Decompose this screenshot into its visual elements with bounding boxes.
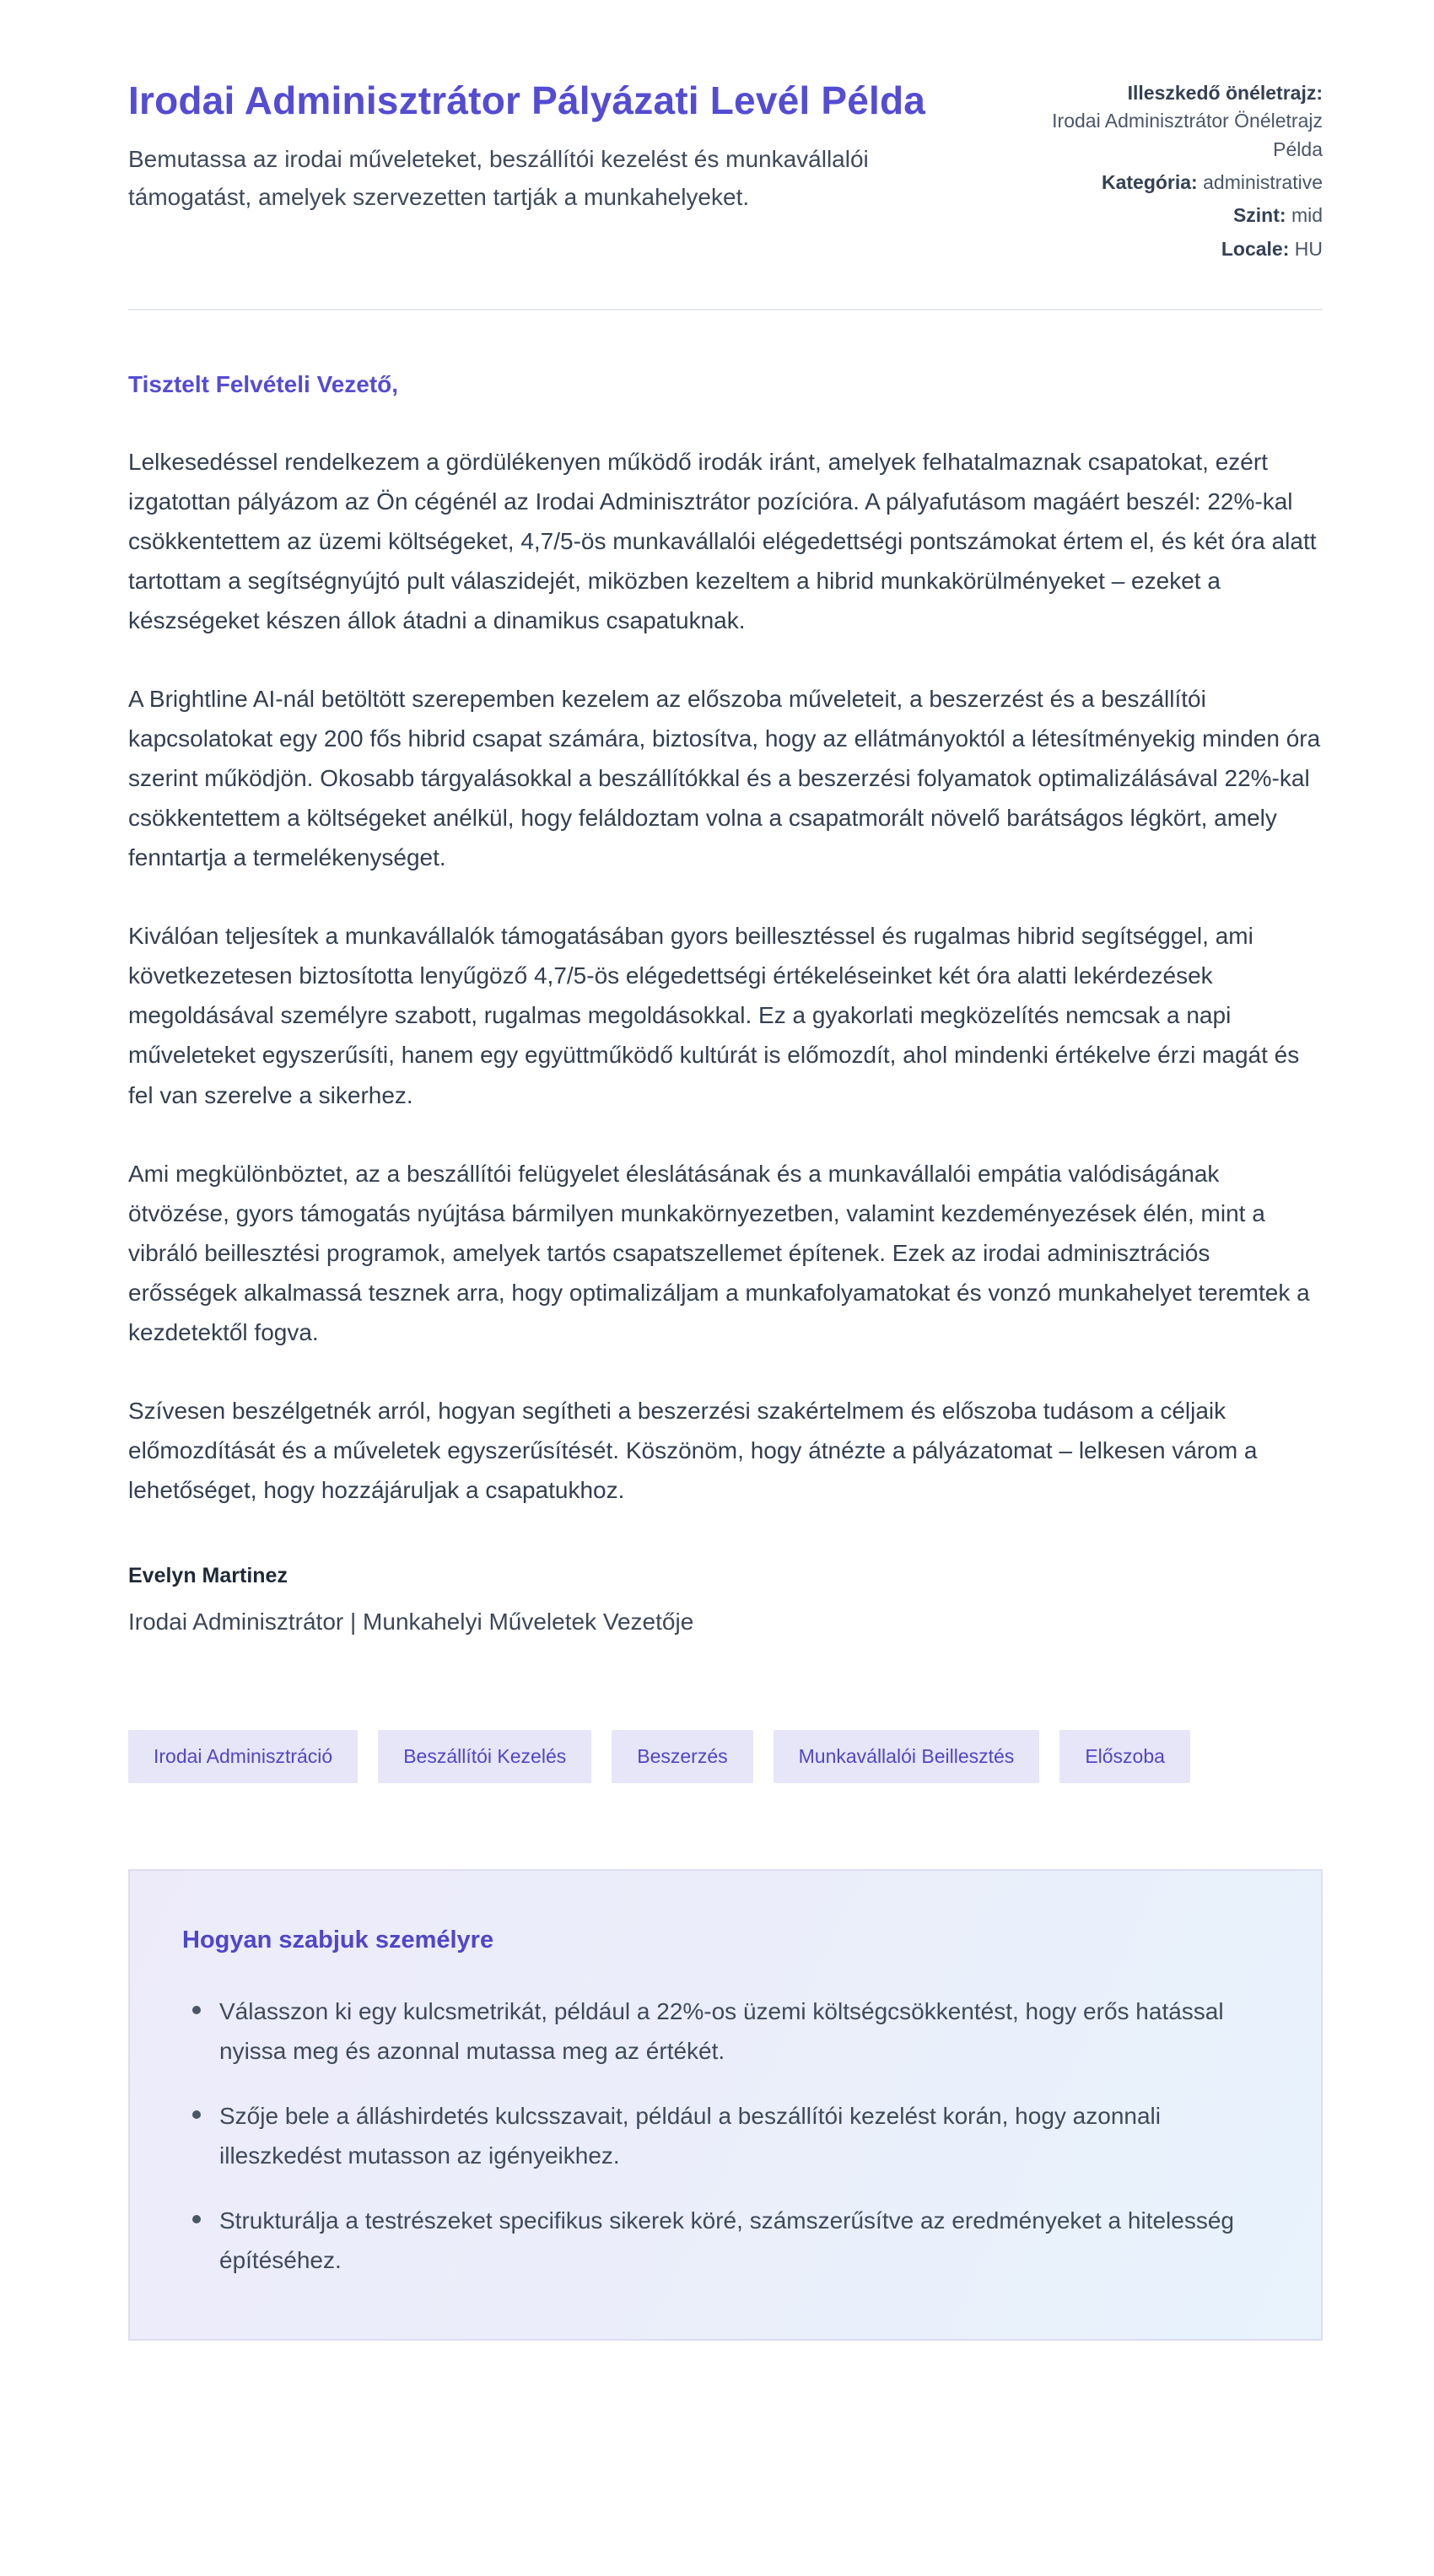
- callout-bullet-text: Szője bele a álláshirdetés kulcsszavait, például a beszállítói kezelést korán, hogy azonnali illeszkedést mutasson az igényeikhez.: [219, 2102, 1161, 2169]
- letter-greeting: Tisztelt Felvételi Vezető,: [128, 371, 399, 398]
- tag-chip-beszallitoi-kezeles[interactable]: Beszállítói Kezelés: [378, 1730, 591, 1783]
- meta-matching-resume-label: Illeszkedő önéletrajz:: [1127, 82, 1323, 104]
- meta-category: [1044, 169, 1323, 197]
- tag-list: [128, 1730, 1323, 1783]
- page-header: [128, 74, 1323, 263]
- header-divider: [128, 309, 1323, 310]
- meta-matching-resume: [1044, 79, 1323, 164]
- callout-bullet: [182, 2201, 1237, 2280]
- letter-paragraph: Kiválóan teljesítek a munkavállalók támogatásában gyors beillesztéssel és rugalmas hibrid segítséggel, ami következetesen biztosította lenyűgöző 4,7/5-ös elégedettségi értékeléseinket két óra alatti lekérdezések megoldásával személyre szabott, rugalmas megoldásokkal. Ez a gyakorlati megközelítés nemcsak a napi műveleteket egyszerűsíti, hanem egy együttműködő kultúrát is előmozdít, ahol mindenki értékelve érzi magát és fel van szerelve a sikerhez.: [128, 923, 1300, 1108]
- letter-paragraph: Szívesen beszélgetnék arról, hogyan segítheti a beszerzési szakértelmem és előszoba tudásom a céljaik előmozdítását és a műveletek egyszerűsítését. Köszönöm, hogy átnézte a pályázatomat – lelkesen várom a lehetőséget, hogy hozzájáruljak a csapatukhoz.: [128, 1397, 1258, 1503]
- meta-category-label: Kategória:: [1101, 171, 1198, 194]
- bullet-dot-icon: [192, 2215, 201, 2223]
- letter-paragraph: Lelkesedéssel rendelkezem a gördülékenyen működő irodák iránt, amelyek felhatalmaznak csapatokat, ezért izgatottan pályázom az Ön cégénél az Irodai Adminisztrátor pozícióra. A pályafutásom magáért beszél: 22%-kal csökkentettem az üzemi költségeket, 4,7/5-ös munkavállalói elégedettségi pontszámokat értem el, és két óra alatt tartottam a segítségnyújtó pult válaszidejét, miközben kezeltem a hibrid munkakörülményeket – ezeket a készségeket készen állok átadni a dinamikus csapatuknak.: [128, 449, 1317, 634]
- header-title-block: [128, 74, 925, 216]
- callout-bullet: [182, 1991, 1237, 2071]
- bullet-dot-icon: [192, 2110, 201, 2119]
- meta-category-value: administrative: [1203, 171, 1323, 194]
- signature-name: Evelyn Martinez: [128, 1563, 288, 1587]
- signature-block: [128, 1564, 1323, 1636]
- tag-chip-eloszoba[interactable]: Előszoba: [1059, 1730, 1190, 1783]
- callout-title: Hogyan szabjuk személyre: [182, 1926, 494, 1954]
- tag-chip-irodai-adminisztracio[interactable]: Irodai Adminisztráció: [128, 1730, 358, 1783]
- letter-paragraph: Ami megkülönböztet, az a beszállítói felügyelet éleslátásának és a munkavállalói empátia valódiságának ötvözése, gyors támogatás nyújtása bármilyen munkakörnyezetben, valamint kezdeményezések élén, mint a vibráló beillesztési programok, amelyek tartós csapatszellemet építenek. Ezek az irodai adminisztrációs erősségek alkalmassá tesznek arra, hogy optimalizáljam a munkafolyamatokat és vonzó munkahelyet teremtek a kezdetektől fogva.: [128, 1160, 1310, 1345]
- letter-body: [128, 371, 1323, 1636]
- page-subtitle: Bemutassa az irodai műveleteket, beszállítói kezelést és munkavállalói támogatást, amelyek szervezetten tartják a munkahelyeket.: [128, 146, 869, 210]
- meta-level-value: mid: [1291, 204, 1323, 227]
- tag-chip-munkavallaloi-beillesztes[interactable]: Munkavállalói Beillesztés: [774, 1730, 1040, 1783]
- page-title: Irodai Adminisztrátor Pályázati Levél Példa: [128, 78, 926, 122]
- tag-chip-beszerzes[interactable]: Beszerzés: [612, 1730, 752, 1783]
- meta-panel: [1044, 74, 1323, 263]
- signature-title: Irodai Adminisztrátor | Munkahelyi Műveletek Vezetője: [128, 1608, 694, 1635]
- callout-bullet-text: Válasszon ki egy kulcsmetrikát, például a 22%-os üzemi költségcsökkentést, hogy erős hatással nyissa meg és azonnal mutassa meg az értékét.: [219, 1997, 1224, 2064]
- personalization-callout: [128, 1869, 1323, 2341]
- meta-locale-value: HU: [1294, 237, 1323, 260]
- callout-bullet: [182, 2096, 1237, 2175]
- meta-level: [1044, 202, 1323, 229]
- meta-locale: [1044, 235, 1323, 263]
- callout-bullet-list: [182, 1991, 1269, 2280]
- meta-matching-resume-value: Irodai Adminisztrátor Önéletrajz Példa: [1052, 110, 1323, 160]
- meta-level-label: Szint:: [1232, 204, 1286, 227]
- letter-paragraph: A Brightline AI-nál betöltött szerepemben kezelem az előszoba műveleteit, a beszerzést és a beszállítói kapcsolatokat egy 200 fős hibrid csapat számára, biztosítva, hogy az ellátmányoktól a létesítményekig minden óra szerint működjön. Okosabb tárgyalásokkal a beszállítókkal és a beszerzési folyamatok optimalizálásával 22%-kal csökkentettem a költségeket anélkül, hogy feláldoztam volna a csapatmorált növelő barátságos légkört, amely fenntartja a termelékenységet.: [128, 686, 1321, 871]
- callout-bullet-text: Strukturálja a testrészeket specifikus sikerek köré, számszerűsítve az eredményeket a hitelesség építéséhez.: [219, 2207, 1234, 2273]
- bullet-dot-icon: [192, 2006, 201, 2014]
- meta-locale-label: Locale:: [1221, 237, 1290, 260]
